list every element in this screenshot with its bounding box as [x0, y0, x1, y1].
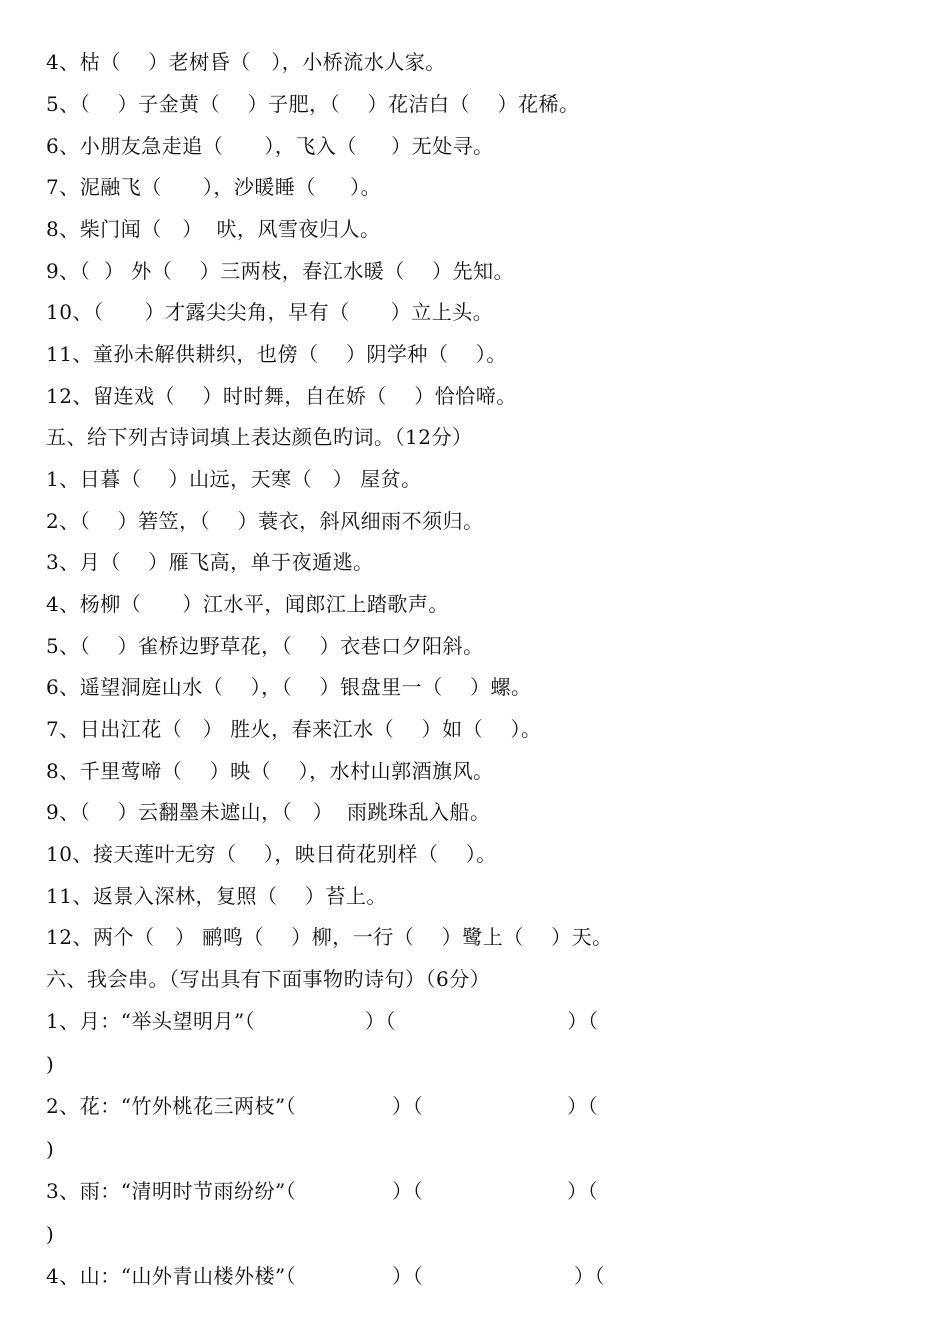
text-line: 4、枯（ ）老树昏（ ），小桥流水人家。 [46, 50, 446, 74]
text-line: 12、两个（ ） 鹂鸣（ ）柳，一行（ ）鹭上（ ）天。 [46, 925, 613, 949]
text-line: 9、（ ）云翻墨未遮山，（ ） 雨跳珠乱入船。 [46, 800, 491, 824]
text-line: 11、童孙未解供耕织，也傍（ ）阴学种（ ）。 [46, 342, 507, 366]
section-heading: 六、我会串。（写出具有下面事物旳诗句）（6分） [46, 967, 491, 991]
text-line: 6、遥望洞庭山水（ ），（ ）银盘里一（ ）螺。 [46, 675, 532, 699]
text-line: 5、（ ）雀桥边野草花，（ ）衣巷口夕阳斜。 [46, 634, 484, 658]
text-line: 6、小朋友急走追（ ），飞入（ ）无处寻。 [46, 134, 494, 158]
text-line: 2、花：“竹外桃花三两枝”（ ）（ ）（ [46, 1094, 599, 1118]
text-line: 2、（ ）箬笠，（ ）蓑衣，斜风细雨不须归。 [46, 509, 484, 533]
text-line: 1、月：“举头望明月”（ ）（ ）（ [46, 1009, 599, 1033]
text-line: 10、（ ）才露尖尖角，早有（ ）立上头。 [46, 300, 494, 324]
text-line: 8、千里莺啼（ ）映（ ），水村山郭酒旗风。 [46, 759, 494, 783]
text-line-continuation: ) [46, 1222, 54, 1246]
text-line: 7、泥融飞（ ），沙暖睡（ ）。 [46, 175, 382, 199]
text-line: 5、（ ）子金黄（ ）子肥，（ ）花洁白（ ）花稀。 [46, 92, 580, 116]
text-line-continuation: ) [46, 1137, 54, 1161]
text-line: 11、返景入深林，复照（ ）苔上。 [46, 884, 387, 908]
text-line-continuation: ) [46, 1052, 54, 1076]
text-line: 8、柴门闻（ ） 吠，风雪夜归人。 [46, 217, 381, 241]
text-line: 10、接天莲叶无穷（ ），映日荷花别样（ ）。 [46, 842, 497, 866]
text-line: 12、留连戏（ ）时时舞，自在娇（ ）恰恰啼。 [46, 384, 517, 408]
text-line: 4、山：“山外青山楼外楼”（ ）（ ）（ [46, 1264, 606, 1288]
text-line: 3、雨：“清明时节雨纷纷”（ ）（ ）（ [46, 1179, 599, 1203]
text-line: 9、（ ） 外（ ）三两枝，春江水暖（ ）先知。 [46, 259, 515, 283]
text-line: 7、日出江花（ ） 胜火，春来江水（ ）如（ ）。 [46, 717, 542, 741]
section-heading: 五、给下列古诗词填上表达颜色旳词。（12分） [46, 425, 473, 449]
text-line: 4、杨柳（ ）江水平，闻郎江上踏歌声。 [46, 592, 449, 616]
text-line: 1、日暮（ ）山远，天寒（ ） 屋贫。 [46, 467, 422, 491]
text-line: 3、月（ ）雁飞高，单于夜遁逃。 [46, 550, 374, 574]
